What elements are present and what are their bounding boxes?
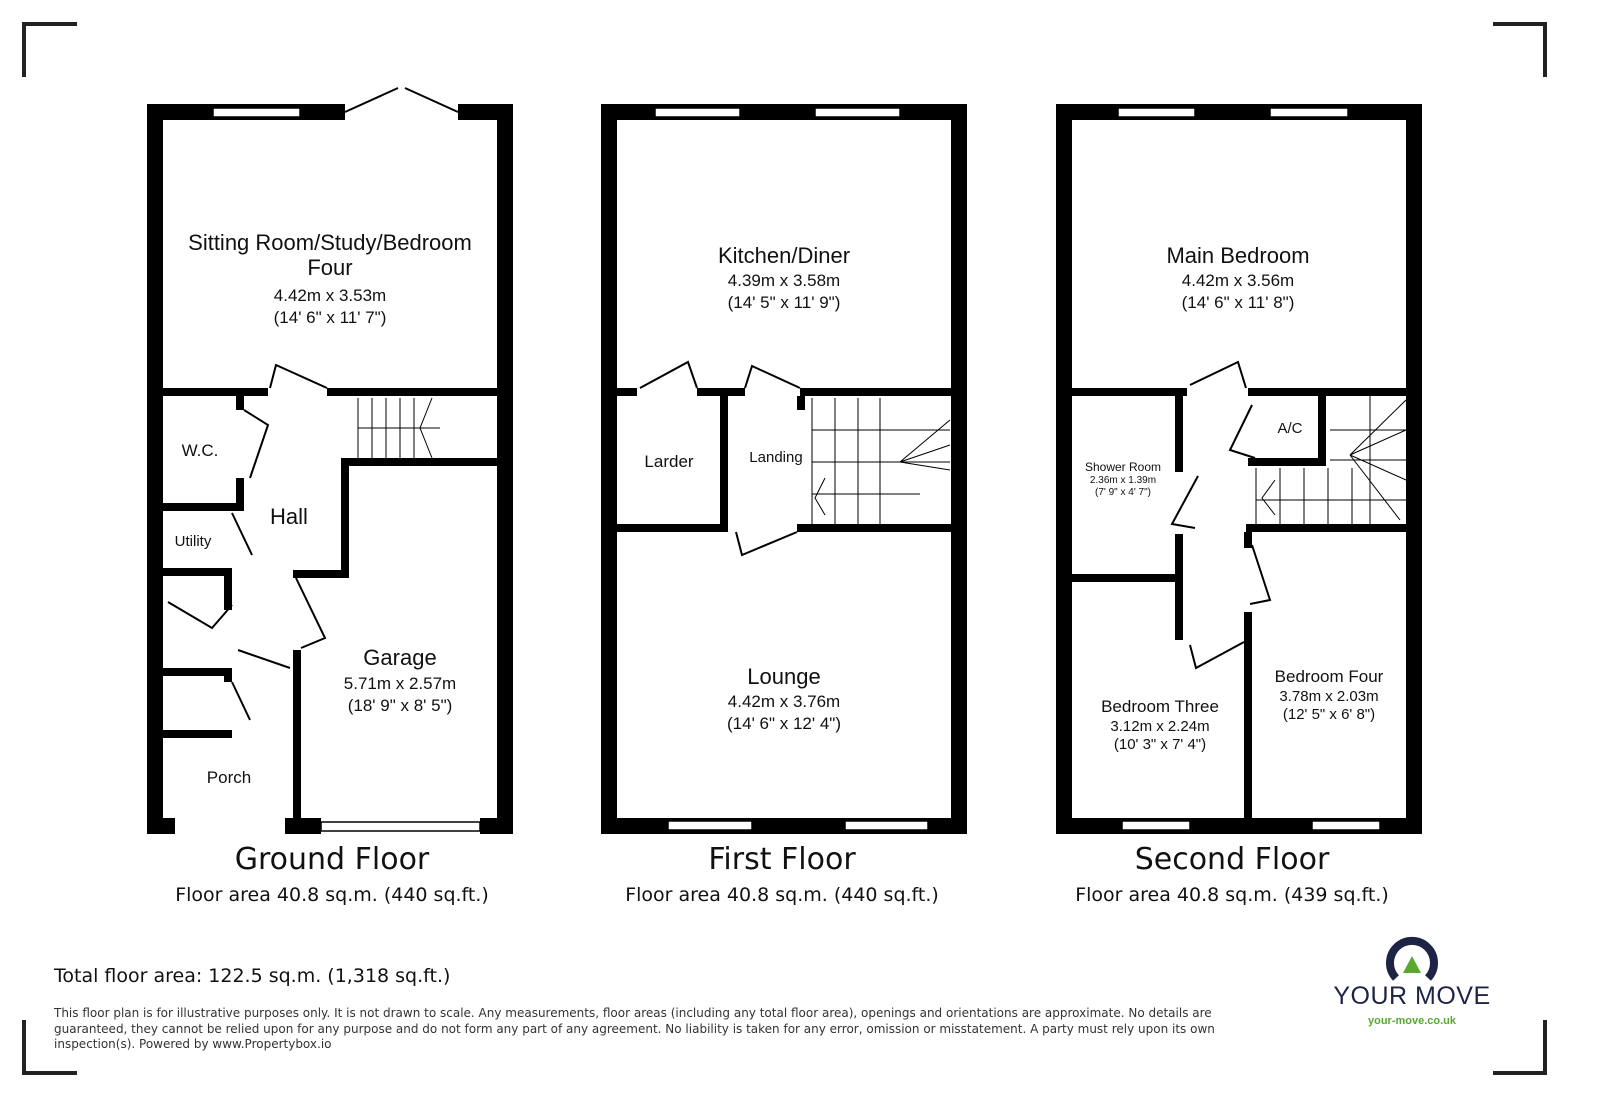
disclaimer: This floor plan is for illustrative purposes only. It is not drawn to scale. Any measurements, floor areas (including any total floor area), openings and orientations are approximate. No details are guaranteed, they cannot be relied upon for any purpose and do not form any part of any agreement. No liability is taken for any error, omission or misstatement. A party must rely upon its own inspection(s). Powered by www.Propertybox.io [54,1006,1215,1052]
room-sitting-room-imperial: (14' 6" x 11' 7") [273,308,387,327]
room-bedroom-four-metric: 3.78m x 2.03m [1279,688,1379,705]
room-lounge-metric: 4.42m x 3.76m [727,692,841,711]
first-floor-area: Floor area 40.8 sq.m. (440 sq.ft.) [625,884,939,906]
room-bedroom-three-metric: 3.12m x 2.24m [1110,718,1210,735]
room-kitchen-metric: 4.39m x 3.58m [727,271,841,290]
room-shower-room-metric: 2.36m x 1.39m [1089,475,1157,486]
room-bedroom-three-imperial: (10' 3" x 7' 4") [1113,736,1207,753]
your-move-logo-icon [1390,941,1434,978]
room-landing-name: Landing [749,449,803,466]
total-floor-area: Total floor area: 122.5 sq.m. (1,318 sq.ft.) [54,965,451,987]
room-lounge-name: Lounge [747,664,821,689]
room-main-bedroom-name: Main Bedroom [1166,243,1310,268]
room-shower-room-name: Shower Room [1084,460,1162,474]
room-ac-name: A/C [1277,420,1303,437]
second-floor-area: Floor area 40.8 sq.m. (439 sq.ft.) [1075,884,1389,906]
ground-floor-walls [147,104,513,834]
ground-floor-area: Floor area 40.8 sq.m. (440 sq.ft.) [175,884,489,906]
room-bedroom-three-name: Bedroom Three [1101,697,1219,716]
room-hall-name: Hall [270,504,308,529]
room-bedroom-four-name: Bedroom Four [1274,667,1384,686]
room-main-bedroom-imperial: (14' 6" x 11' 8") [1181,293,1295,312]
room-kitchen-name: Kitchen/Diner [717,243,851,268]
room-sitting-room-metric: 4.42m x 3.53m [273,286,387,305]
room-lounge-imperial: (14' 6" x 12' 4") [726,714,842,733]
room-garage-metric: 5.71m x 2.57m [343,674,457,693]
room-larder-name: Larder [644,452,694,471]
room-garage-imperial: (18' 9" x 8' 5") [347,696,453,715]
first-floor-title: First Floor [708,842,856,877]
room-wc-name: W.C. [181,441,219,460]
room-porch-name: Porch [206,768,252,787]
logo-url: your-move.co.uk [1367,1015,1457,1027]
room-shower-room-imperial: (7' 9" x 4' 7") [1095,487,1151,498]
room-utility-name: Utility [174,533,212,550]
ground-floor-title: Ground Floor [234,842,430,877]
room-sitting-room-name: Sitting Room/Study/Bedroom Four [188,230,472,281]
second-floor-title: Second Floor [1134,842,1330,877]
room-bedroom-four-imperial: (12' 5" x 6' 8") [1282,706,1376,723]
corner-marks [24,24,1545,1073]
logo-text: YOUR MOVE [1333,982,1491,1010]
room-garage-name: Garage [363,645,437,670]
room-kitchen-imperial: (14' 5" x 11' 9") [727,293,841,312]
room-main-bedroom-metric: 4.42m x 3.56m [1181,271,1295,290]
